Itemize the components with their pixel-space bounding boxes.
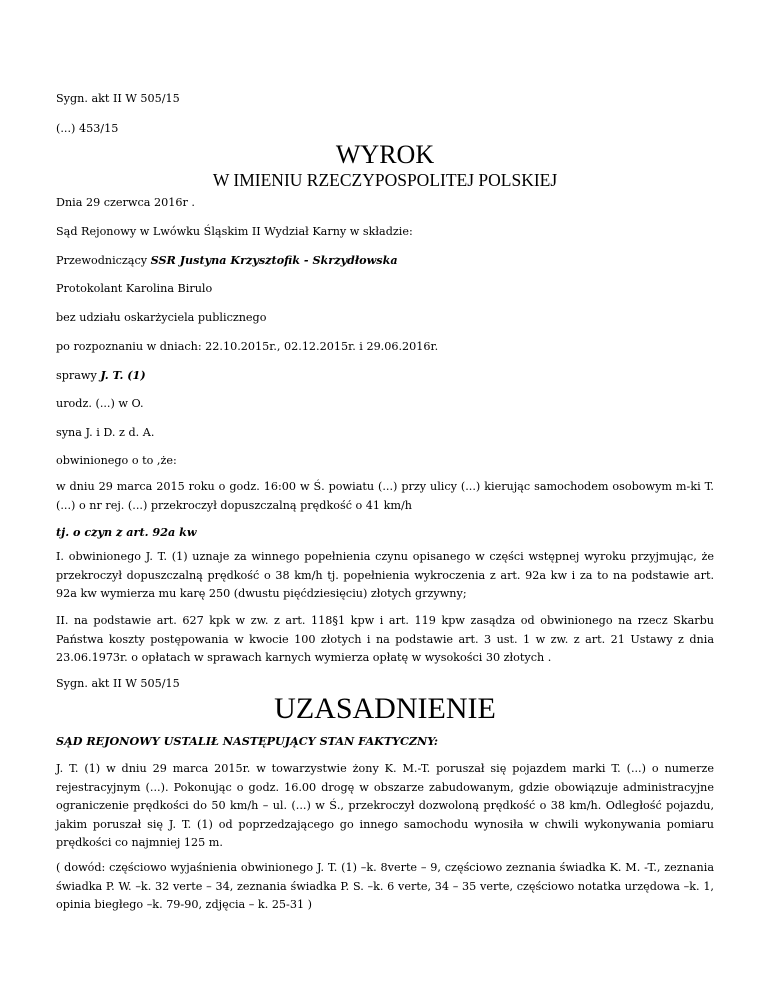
hearing-dates: po rozpoznaniu w dniach: 22.10.2015r., 02.12.2015r. i 29.06.2016r. [56,340,439,353]
ruling-point-1: I. obwinionego J. T. (1) uznaje za winnego popełnienia czynu opisanego w części wstępnej wyroku przyjmując, że przekroczył dopuszczalną prędkość o 38 km/h tj. popełnienia wykroczenia z art. 92a kw i za to na podstawie art. 92a kw wymierza mu karę 250 (dwustu pięćdziesięciu) złotych grzywny; [56,550,714,600]
prosecutor-note: bez udziału oskarżyciela publicznego [56,311,267,324]
reference-number: (...) 453/15 [56,122,119,135]
facts-heading: SĄD REJONOWY USTALIŁ NASTĘPUJĄCY STAN FAKTYCZNY: [56,734,438,748]
verdict-subtitle: W IMIENIU RZECZYPOSPOLITEJ POLSKIEJ [212,170,558,190]
accused-name: J. T. (1) [100,368,146,382]
presiding-judge-name: SSR Justyna Krzysztofik - Skrzydłowska [150,253,398,267]
justification-signature: Sygn. akt II W 505/15 [56,677,180,690]
case-signature: Sygn. akt II W 505/15 [56,92,180,105]
verdict-date: Dnia 29 czerwca 2016r . [56,196,195,209]
verdict-title: WYROK [335,140,435,169]
birth-info: urodz. (...) w O. [56,397,144,410]
court-name: Sąd Rejonowy w Lwówku Śląskim II Wydział Karny w składzie: [56,225,413,238]
case-of-label: sprawy [56,369,101,382]
charge-description: w dniu 29 marca 2015 roku o godz. 16:00 w Ś. powiatu (...) przy ulicy (...) kierując samochodem osobowym m-ki T. (...) o nr rej. (...) przekroczył dopuszczalną prędkość o 41 km/h [56,480,714,512]
justification-title: UZASADNIENIE [274,692,496,725]
ruling-point-2: II. na podstawie art. 627 kpk w zw. z art. 118§1 kpw i art. 119 kpw zasądza od obwinionego na rzecz Skarbu Państwa koszty postępowania w kwocie 100 złotych i na podstawie art. 3 ust. 1 w zw. z art. 21 Ustawy z dnia 23.06.1973r. o opłatach w sprawach karnych wymierza opłatę w wysokości 30 złotych . [56,614,714,664]
accused-of: obwinionego o to ,że: [56,454,177,467]
case-of [56,367,146,384]
evidence-paragraph: ( dowód: częściowo wyjaśnienia obwinionego J. T. (1) –k. 8verte – 9, częściowo zeznania świadka K. M. -T., zeznania świadka P. W. –k. 32 verte – 34, zeznania świadka P. S. –k. 6 verte, 34 – 35 verte, częściowo notatka urzędowa –k. 1, opinia biegłego –k. 79-90, zdjęcia – k. 25-31 ) [56,861,714,911]
court-clerk: Protokolant Karolina Birulo [56,282,213,295]
facts-paragraph: J. T. (1) w dniu 29 marca 2015r. w towarzystwie żony K. M.-T. poruszał się pojazdem marki T. (...) o numerze rejestracyjnym (...). Pokonując o godz. 16.00 drogę w obszarze zabudowanym, gdzie obowiązuje administracyjne ograniczenie prędkości do 50 km/h – ul. (...) w Ś., przekroczył dozwoloną prędkość o 38 km/h. Odległość pojazdu, jakim poruszał się J. T. (1) od poprzedzającego go innego samochodu wynosiła w chwili wykonywania pomiaru prędkości co najmniej 125 m. [56,762,714,849]
presiding-judge-label: Przewodniczący [56,254,151,267]
presiding-judge [56,252,398,269]
parents-info: syna J. i D. z d. A. [56,426,155,439]
legal-qualification: tj. o czyn z art. 92a kw [56,525,197,539]
